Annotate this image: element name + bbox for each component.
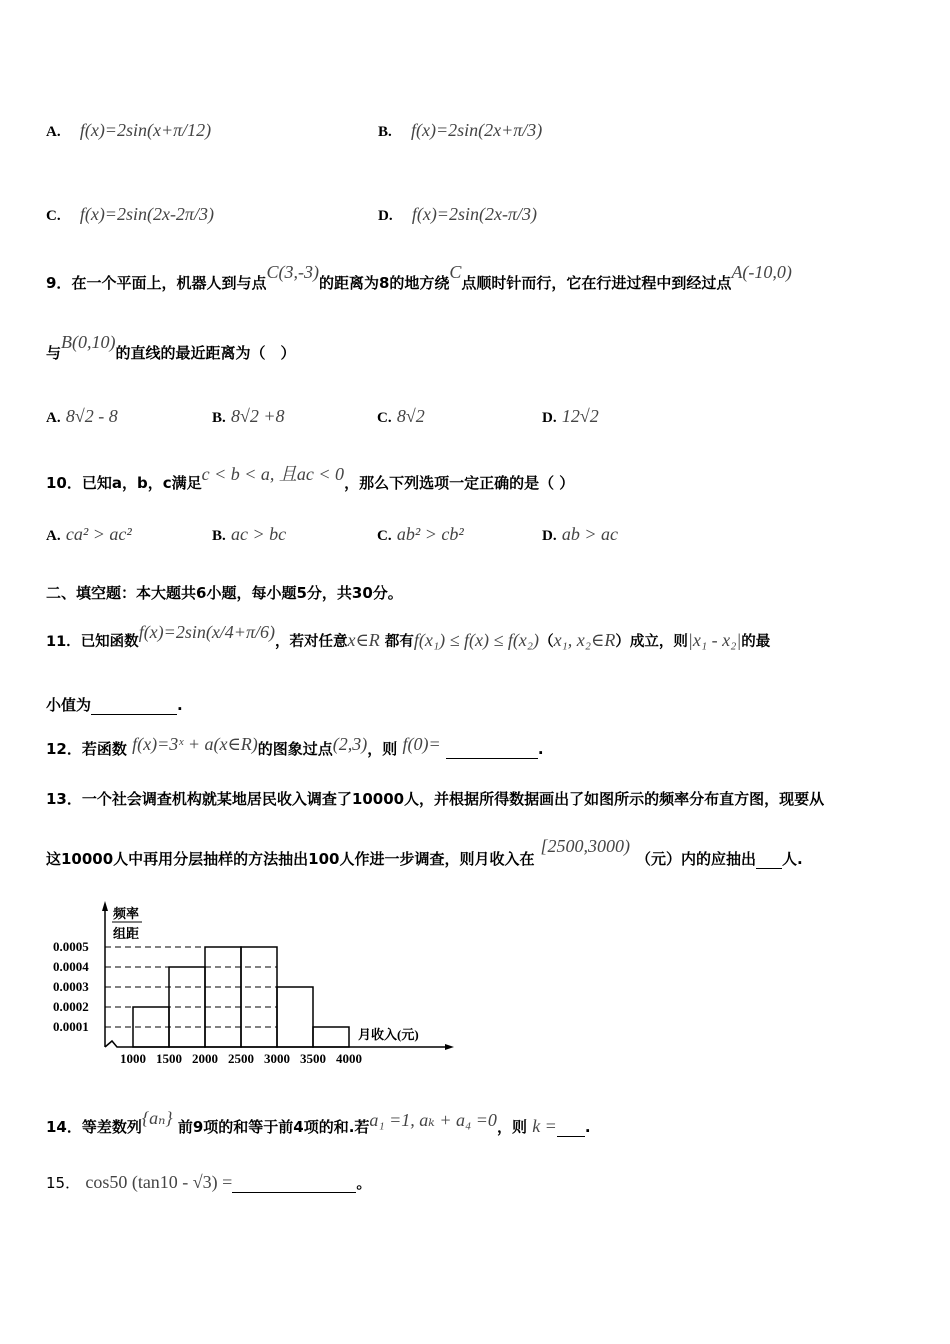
option-label: D. [542, 410, 557, 426]
q15-stem [46, 1172, 371, 1193]
formula: C [449, 262, 462, 282]
formula: f(x₁) ≤ f(x) ≤ f(x₂) [413, 630, 540, 650]
x-tick-label: 1000 [120, 1051, 146, 1066]
text: ）成立，则 [615, 634, 688, 650]
formula: {aₙ} [141, 1108, 173, 1128]
histogram-bar [205, 947, 241, 1047]
option-label: A. [46, 528, 61, 544]
option-label: A. [46, 124, 61, 140]
text: 一个社会调查机构就某地居民收入调查了10000人，并根据所得数据画出了如图所示的频率分布直方图，现要从 [81, 790, 825, 808]
text: （元）内的应抽出 [636, 850, 757, 868]
option-value: ab > ac [561, 524, 618, 544]
q10-option-b [212, 524, 286, 545]
x-tick-label: 4000 [336, 1051, 362, 1066]
question-number: 11． [46, 634, 81, 650]
q10-stem [46, 464, 575, 494]
x-axis-label: 月收入(元) [358, 1027, 419, 1042]
frequency-histogram [40, 895, 460, 1070]
formula: x∈R [347, 630, 380, 650]
option-label: B. [212, 410, 226, 426]
question-number: 15． [46, 1174, 81, 1192]
formula: x₁, x₂∈R [553, 630, 616, 650]
y-tick-label: 0.0003 [53, 979, 89, 994]
option-label: A. [46, 410, 61, 426]
option-label: C. [377, 410, 392, 426]
q10-option-c [377, 524, 464, 545]
option-label: D. [542, 528, 557, 544]
x-axis-arrow [445, 1044, 454, 1050]
q9-option-b [212, 406, 285, 427]
y-label-bottom: 组距 [113, 926, 140, 941]
text: 与 [46, 344, 62, 362]
q13-stem-cont [46, 836, 803, 869]
option-formula: f(x)=2sin(2x-2π/3) [79, 204, 214, 224]
q8-option-a [46, 120, 211, 141]
histogram-bar [313, 1027, 349, 1047]
q13-stem [46, 788, 824, 809]
text: 点顺时针而行，它在行进过程中到经过点 [461, 274, 732, 292]
text: . [584, 1118, 591, 1136]
formula: f(x)=3ˣ + a(x∈R) [132, 734, 258, 754]
x-tick-label: 3500 [300, 1051, 326, 1066]
x-tick-label: 2000 [192, 1051, 218, 1066]
option-label: D. [378, 208, 393, 224]
q9-option-d [542, 406, 599, 427]
answer-blank[interactable] [557, 1118, 585, 1137]
option-value: 8√2 +8 [231, 406, 285, 426]
option-value: 12√2 [561, 406, 599, 426]
text: 的图象过点 [257, 740, 333, 758]
formula: a₁ =1, aₖ + a₄ =0 [369, 1110, 497, 1130]
answer-blank[interactable] [91, 696, 177, 715]
histogram-bar [277, 987, 313, 1047]
option-formula: f(x)=2sin(2x-π/3) [411, 204, 537, 224]
formula: f(x)=2sin(x/4+π/6) [138, 622, 275, 642]
histogram-bar [241, 947, 277, 1047]
option-label: B. [378, 124, 392, 140]
text: 已知a，b，c满足 [81, 474, 202, 492]
option-formula: f(x)=2sin(x+π/12) [79, 120, 212, 140]
text: 在一个平面上，机器人到与点 [71, 274, 267, 292]
text: ，若对任意 [274, 634, 348, 650]
q8-option-b [378, 120, 542, 141]
option-value: 8√2 [396, 406, 425, 426]
q8-option-d [378, 204, 537, 225]
text: 都有 [384, 634, 414, 650]
question-number: 13． [46, 790, 82, 808]
text: 这10000人中再用分层抽样的方法抽出100人作进一步调查，则月收入在 [46, 850, 535, 868]
text: 人. [782, 850, 803, 868]
x-tick-label: 1500 [156, 1051, 182, 1066]
option-label: C. [377, 528, 392, 544]
q10-option-a [46, 524, 132, 545]
text: ，则 [496, 1118, 527, 1136]
q9-option-a [46, 406, 118, 427]
text: 等差数列 [81, 1118, 142, 1136]
formula: C(3,-3) [266, 262, 319, 282]
text: 若函数 [81, 740, 127, 758]
option-value: ca² > ac² [65, 524, 132, 544]
q12-stem [46, 734, 544, 759]
section-heading: 二、填空题：本大题共6小题，每小题5分，共30分。 [46, 584, 403, 602]
text: ，则 [367, 740, 398, 758]
q14-stem [46, 1108, 591, 1137]
q10-option-d [542, 524, 618, 545]
y-tick-label: 0.0004 [53, 959, 89, 974]
text: （ [539, 634, 554, 650]
text: . [537, 740, 544, 758]
formula: |x₁ - x₂| [687, 630, 742, 650]
q9-option-c [377, 406, 425, 427]
option-value: ab² > cb² [396, 524, 464, 544]
question-number: 12． [46, 740, 82, 758]
formula: A(-10,0) [731, 262, 792, 282]
x-tick-label: 3000 [264, 1051, 290, 1066]
option-formula: f(x)=2sin(2x+π/3) [411, 120, 543, 140]
question-number: 9． [46, 274, 72, 292]
text: 前9项的和等于前4项的和.若 [177, 1118, 370, 1136]
q11-stem [46, 622, 771, 651]
q9-stem [46, 262, 792, 293]
formula: (2,3) [332, 734, 368, 754]
formula: B(0,10) [61, 332, 116, 352]
x-tick-label: 2500 [228, 1051, 254, 1066]
text: ，那么下列选项一定正确的是（ ） [344, 474, 575, 492]
formula: [2500,3000) [540, 836, 630, 856]
text: 的最 [741, 634, 771, 650]
option-label: B. [212, 528, 226, 544]
q9-stem-cont [46, 332, 296, 363]
question-number: 14． [46, 1118, 82, 1136]
y-tick-label: 0.0002 [53, 999, 89, 1014]
text: 小值为 [46, 696, 92, 714]
q8-option-c [46, 204, 214, 225]
option-label: C. [46, 208, 61, 224]
formula: cos50 (tan10 - √3) = [85, 1172, 233, 1192]
option-value: ac > bc [231, 524, 287, 544]
answer-blank[interactable] [756, 850, 782, 869]
formula: c < b < a, 且ac < 0 [201, 464, 345, 484]
text: 。 [356, 1174, 372, 1192]
text: 的距离为8的地方绕 [318, 274, 450, 292]
text: 的直线的最近距离为（ ） [115, 344, 296, 362]
option-value: 8√2 - 8 [65, 406, 118, 426]
q11-stem-cont [46, 694, 183, 715]
formula: k = [532, 1116, 557, 1136]
y-tick-label: 0.0005 [53, 939, 89, 954]
answer-blank[interactable] [446, 740, 538, 759]
y-axis-arrow [102, 901, 108, 911]
y-tick-label: 0.0001 [53, 1019, 89, 1034]
text: . [177, 696, 183, 714]
y-label-top: 频率 [113, 906, 140, 921]
question-number: 10． [46, 474, 82, 492]
answer-blank[interactable] [232, 1174, 356, 1193]
formula: f(0)= [402, 734, 441, 754]
text: 已知函数 [80, 634, 139, 650]
